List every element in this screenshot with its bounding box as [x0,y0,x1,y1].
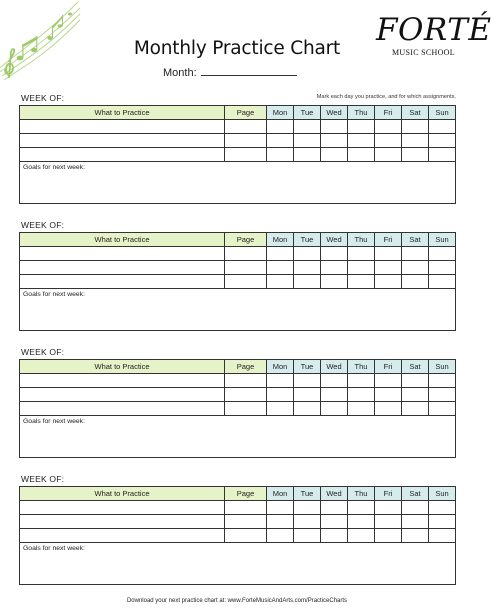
page-title: Monthly Practice Chart [133,38,341,59]
col-sat: Sat [402,360,429,374]
col-page: Page [225,487,267,501]
cell-what[interactable] [20,120,225,134]
goals-label: Goals for next week: [23,418,85,425]
goals-cell[interactable] [20,416,456,458]
week-of-label: WEEK OF: [21,347,65,357]
cell-thu[interactable] [348,261,375,275]
col-thu: Thu [348,487,375,501]
col-page: Page [225,360,267,374]
cell-tue[interactable] [294,529,321,543]
cell-sun[interactable] [429,261,456,275]
table-row [20,247,456,261]
table-row [20,402,456,416]
cell-sun[interactable] [429,148,456,162]
cell-what[interactable] [20,374,225,388]
cell-mon[interactable] [267,148,294,162]
logo-name: FORTÉ [376,12,492,48]
cell-wed[interactable] [321,247,348,261]
col-thu: Thu [348,106,375,120]
goals-cell[interactable] [20,543,456,585]
cell-wed[interactable] [321,374,348,388]
cell-mon[interactable] [267,529,294,543]
cell-thu[interactable] [348,501,375,515]
cell-mon[interactable] [267,515,294,529]
table-header-row [20,360,456,374]
col-sun: Sun [429,233,456,247]
goals-label: Goals for next week: [23,545,85,552]
cell-thu[interactable] [348,402,375,416]
cell-mon[interactable] [267,374,294,388]
col-tue: Tue [294,106,321,120]
cell-tue[interactable] [294,120,321,134]
cell-mon[interactable] [267,501,294,515]
cell-sat[interactable] [402,275,429,289]
cell-thu[interactable] [348,247,375,261]
col-sun: Sun [429,360,456,374]
cell-thu[interactable] [348,515,375,529]
col-sat: Sat [402,106,429,120]
cell-sun[interactable] [429,501,456,515]
col-sun: Sun [429,106,456,120]
col-wed: Wed [321,487,348,501]
cell-tue[interactable] [294,515,321,529]
col-wed: Wed [321,360,348,374]
cell-page[interactable] [225,388,267,402]
col-tue: Tue [294,233,321,247]
col-tue: Tue [294,360,321,374]
cell-sun[interactable] [429,529,456,543]
cell-mon[interactable] [267,247,294,261]
cell-page[interactable] [225,501,267,515]
cell-sun[interactable] [429,515,456,529]
cell-sun[interactable] [429,374,456,388]
cell-fri[interactable] [375,388,402,402]
col-what-to-practice: What to Practice [20,360,225,374]
cell-sat[interactable] [402,261,429,275]
cell-sun[interactable] [429,388,456,402]
cell-thu[interactable] [348,120,375,134]
cell-what[interactable] [20,402,225,416]
cell-sun[interactable] [429,134,456,148]
table-row [20,261,456,275]
cell-fri[interactable] [375,148,402,162]
logo-subtitle: MUSIC SCHOOL [392,48,455,57]
col-tue: Tue [294,487,321,501]
cell-sat[interactable] [402,247,429,261]
col-wed: Wed [321,233,348,247]
col-what-to-practice: What to Practice [20,487,225,501]
cell-sat[interactable] [402,402,429,416]
footer-download-note: Download your next practice chart at: www.ForteMusicAndArts.com/PracticeCharts [126,598,348,604]
cell-page[interactable] [225,148,267,162]
col-mon: Mon [267,360,294,374]
col-fri: Fri [375,360,402,374]
cell-fri[interactable] [375,402,402,416]
cell-wed[interactable] [321,261,348,275]
week-of-label: WEEK OF: [21,474,65,484]
cell-sun[interactable] [429,247,456,261]
cell-page[interactable] [225,374,267,388]
week-of-label: WEEK OF: [21,93,65,103]
month-line[interactable] [201,66,297,76]
cell-fri[interactable] [375,529,402,543]
cell-thu[interactable] [348,275,375,289]
cell-mon[interactable] [267,120,294,134]
cell-what[interactable] [20,388,225,402]
cell-page[interactable] [225,515,267,529]
table-row [20,515,456,529]
table-row [20,529,456,543]
practice-table [19,486,456,585]
cell-page[interactable] [225,247,267,261]
cell-sat[interactable] [402,501,429,515]
cell-sat[interactable] [402,388,429,402]
cell-what[interactable] [20,515,225,529]
cell-wed[interactable] [321,515,348,529]
cell-what[interactable] [20,261,225,275]
cell-fri[interactable] [375,261,402,275]
goals-row [20,289,456,331]
cell-sat[interactable] [402,120,429,134]
cell-tue[interactable] [294,247,321,261]
cell-mon[interactable] [267,402,294,416]
table-row [20,374,456,388]
col-page: Page [225,233,267,247]
month-field[interactable] [163,66,297,79]
col-page: Page [225,106,267,120]
cell-sat[interactable] [402,148,429,162]
cell-tue[interactable] [294,402,321,416]
cell-mon[interactable] [267,261,294,275]
cell-sun[interactable] [429,402,456,416]
table-row [20,388,456,402]
goals-label: Goals for next week: [23,164,85,171]
cell-page[interactable] [225,402,267,416]
cell-sun[interactable] [429,120,456,134]
table-header-row [20,106,456,120]
col-sat: Sat [402,233,429,247]
cell-what[interactable] [20,529,225,543]
cell-what[interactable] [20,148,225,162]
cell-page[interactable] [225,275,267,289]
cell-wed[interactable] [321,148,348,162]
table-header-row [20,487,456,501]
cell-fri[interactable] [375,501,402,515]
cell-thu[interactable] [348,148,375,162]
cell-tue[interactable] [294,148,321,162]
cell-fri[interactable] [375,374,402,388]
cell-page[interactable] [225,134,267,148]
cell-tue[interactable] [294,374,321,388]
cell-mon[interactable] [267,134,294,148]
col-fri: Fri [375,487,402,501]
table-row [20,148,456,162]
cell-fri[interactable] [375,247,402,261]
cell-sat[interactable] [402,374,429,388]
practice-table [19,105,456,204]
cell-tue[interactable] [294,501,321,515]
cell-mon[interactable] [267,275,294,289]
col-what-to-practice: What to Practice [20,233,225,247]
cell-what[interactable] [20,247,225,261]
goals-row [20,543,456,585]
cell-wed[interactable] [321,120,348,134]
goals-cell[interactable] [20,162,456,204]
col-wed: Wed [321,106,348,120]
cell-thu[interactable] [348,529,375,543]
col-thu: Thu [348,233,375,247]
cell-wed[interactable] [321,275,348,289]
col-mon: Mon [267,106,294,120]
table-row [20,134,456,148]
cell-mon[interactable] [267,388,294,402]
cell-what[interactable] [20,501,225,515]
cell-thu[interactable] [348,388,375,402]
goals-row [20,416,456,458]
table-row [20,120,456,134]
instruction-note: Mark each day you practice, and for which assignments. [316,94,456,100]
practice-table [19,359,456,458]
goals-row [20,162,456,204]
cell-page[interactable] [225,120,267,134]
col-sun: Sun [429,487,456,501]
week-of-label: WEEK OF: [21,220,65,230]
cell-tue[interactable] [294,388,321,402]
cell-sat[interactable] [402,134,429,148]
table-header-row [20,233,456,247]
cell-tue[interactable] [294,134,321,148]
cell-fri[interactable] [375,275,402,289]
col-mon: Mon [267,487,294,501]
cell-what[interactable] [20,275,225,289]
cell-fri[interactable] [375,134,402,148]
cell-tue[interactable] [294,275,321,289]
cell-sun[interactable] [429,275,456,289]
cell-wed[interactable] [321,402,348,416]
cell-tue[interactable] [294,261,321,275]
col-thu: Thu [348,360,375,374]
cell-sat[interactable] [402,529,429,543]
cell-fri[interactable] [375,515,402,529]
col-mon: Mon [267,233,294,247]
col-sat: Sat [402,487,429,501]
col-fri: Fri [375,233,402,247]
cell-wed[interactable] [321,529,348,543]
cell-wed[interactable] [321,501,348,515]
month-label: Month: [163,67,197,79]
cell-page[interactable] [225,261,267,275]
forte-logo [372,12,492,60]
cell-sat[interactable] [402,515,429,529]
cell-wed[interactable] [321,388,348,402]
col-fri: Fri [375,106,402,120]
cell-wed[interactable] [321,134,348,148]
table-row [20,275,456,289]
cell-page[interactable] [225,529,267,543]
goals-label: Goals for next week: [23,291,85,298]
practice-table [19,232,456,331]
cell-thu[interactable] [348,134,375,148]
cell-fri[interactable] [375,120,402,134]
col-what-to-practice: What to Practice [20,106,225,120]
cell-what[interactable] [20,134,225,148]
table-row [20,501,456,515]
cell-thu[interactable] [348,374,375,388]
goals-cell[interactable] [20,289,456,331]
